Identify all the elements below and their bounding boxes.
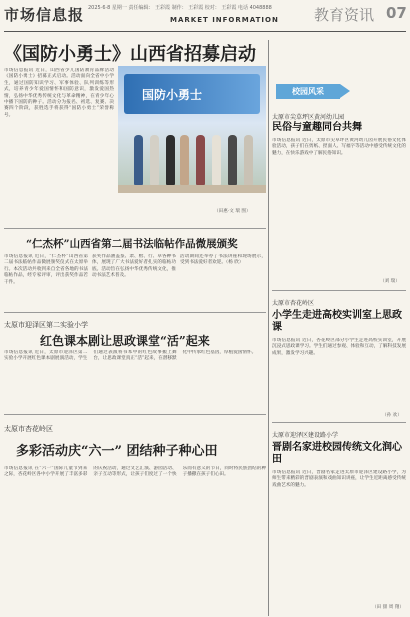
sidebar-divider (272, 290, 406, 291)
sidebar-item-credit: （孙 欢） (382, 413, 402, 418)
school3-body (4, 466, 266, 612)
calligraphy-body-mid (92, 254, 176, 308)
calligraphy-body-right-text: 活动期间还举办了书法讲座和现场展示，受到书法爱好者欢迎。（杨 欣） (180, 254, 266, 266)
column-divider (268, 40, 269, 616)
school2-body-text: 市场信息报讯 近日，太原市迎泽区第二实验小学开展红色课本剧展演活动，学生们通过表演将书本中的红色故事搬上舞台，让思政课堂真正“活”起来，在潜移默化中传承红色基因，厚植爱国情怀。 (4, 350, 257, 362)
lead-credit: （田惠·文 瑞 图） (214, 209, 251, 214)
school3-kicker: 太原市杏花岭区 (4, 425, 53, 433)
page-number: 07 (386, 4, 407, 22)
sidebar-item-body-text: 市场信息报讯 近日，杏花岭区部分小学生走进高校实训室，开展沉浸式思政课学习。学生们通过参观、体验和互动，了解科技发展成果，激发学习兴趣。 (272, 338, 406, 356)
sidebar-item-headline: 小学生走进高校实训室上思政课 (272, 310, 402, 333)
calligraphy-headline: “仁杰杯”山西省第二届书法临帖作品微展颁奖 (26, 238, 238, 250)
school2-body (4, 350, 266, 410)
photo-person (228, 135, 237, 185)
photo-person (180, 135, 189, 185)
masthead-rule (4, 31, 406, 32)
school3-headline: 多彩活动庆“六一” 团结种子种心田 (16, 444, 218, 459)
photo-floor (118, 185, 266, 193)
sidebar-item-body (272, 470, 406, 602)
school2-kicker: 太原市迎泽区第二实验小学 (4, 321, 88, 329)
section-title: 教育资讯 (314, 6, 375, 24)
sidebar-item-headline: 晋剧名家进校园传统文化润心田 (272, 442, 402, 465)
photo-person (166, 135, 175, 185)
sidebar-item-body-text: 市场信息报讯 近日，太原市尖草坪区黄河幼儿园开展民俗文化体验活动，孩子们在剪纸、捏面人、写福字等活动中感受传统文化的魅力，在快乐游戏中了解民俗知识。 (272, 138, 406, 156)
lead-photo (118, 66, 266, 193)
calligraphy-body-mid-text: 获奖作品涵盖篆、隶、楷、行、草各种书体，展现了广大书法爱好者扎实的临帖功底。活动旨在弘扬中华优秀传统文化，推动书法艺术普及。 (92, 254, 176, 279)
issue-meta: 2025·6·8 星期一 责任编辑： 王彩霞 制作： 王彩霞 校对： 王彩霞 电话 4048888 (88, 5, 272, 11)
sidebar-item-kicker: 太原市杏花岭区 (272, 300, 315, 307)
sidebar-item-kicker: 太原市尖草坪区黄河幼儿园 (272, 114, 345, 121)
photo-person (150, 135, 159, 185)
sidebar-item-body-text: 市场信息报讯 近日，晋剧名家走进太原市迎泽区建设路小学，为师生带来精彩的晋剧表演和戏曲知识讲座，让学生近距离感受传统戏曲艺术的魅力。 (272, 470, 406, 488)
sidebar-item-body (272, 338, 406, 418)
market-information-label: MARKET INFORMATION (170, 16, 279, 24)
masthead (0, 0, 410, 32)
sidebar-divider (272, 422, 406, 423)
sidebar-item-kicker: 太原市迎泽区建设路小学 (272, 432, 339, 439)
sidebar-tag: 校园风采 (276, 84, 340, 99)
lead-body (4, 68, 114, 214)
story-divider (4, 312, 266, 313)
sidebar-item-credit: （刘 瑞） (380, 279, 400, 284)
photo-person (212, 135, 221, 185)
school3-body-text: 市场信息报讯 在“六一”国际儿童节到来之际，杏花岭区各中小学开展了丰富多彩的庆祝活动，通过文艺汇演、游园活动、亲子互动等形式，让孩子们度过了一个快乐而有意义的节日，同时将民族团结的种子播撒在孩子们心田。 (4, 466, 266, 478)
story-divider (4, 414, 266, 415)
calligraphy-body-right (180, 254, 266, 308)
lead-body-text: 市场信息报讯 近日，山西省少儿国防教育品牌活动《国防小勇士》招募正式启动。活动面向全省中小学生，通过国防知识学习、军事体验、队列训练等形式，培养青少年爱国情怀和国防意识，激发爱国热情，弘扬中华优秀传统文化与革命精神，在青少年心中播下国防的种子。活动分为报名、初选、复赛、决赛四个阶段，获胜选手将获得“国防小勇士”荣誉称号。 (4, 68, 114, 118)
sidebar-item-credit: （田 甜 周 翔） (372, 605, 404, 610)
sidebar-item-headline: 民俗与童趣同台共舞 (272, 122, 362, 133)
photo-person (134, 135, 143, 185)
newspaper-logo: 市场信息报 (4, 6, 85, 24)
calligraphy-body-left (4, 254, 88, 308)
photo-person (244, 135, 253, 185)
lead-headline: 《国防小勇士》山西省招募启动 (4, 44, 256, 65)
sidebar-item-body (272, 138, 406, 288)
story-divider (4, 228, 266, 229)
school2-headline: 红色课本剧让思政课堂“活”起来 (40, 334, 210, 348)
photo-banner-text: 国防小勇士 (142, 88, 203, 102)
photo-person (196, 135, 205, 185)
calligraphy-body-left-text: 市场信息报讯 近日，“仁杰杯”山西省第二届书法临帖作品微展颁奖仪式在太原举行。本次活动共收到来自全省各地的书法临帖作品，经专家评审，评出获奖作品若干件。 (4, 254, 88, 285)
